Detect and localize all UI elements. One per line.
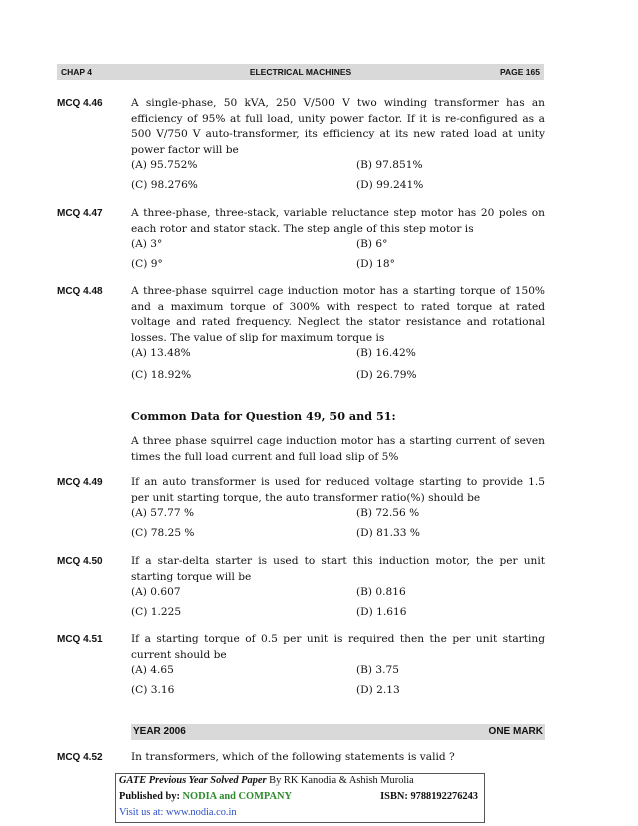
option-c: (C) 98.276% bbox=[131, 179, 198, 191]
option-d: (D) 18° bbox=[356, 258, 395, 270]
book-authors: By RK Kanodia & Ashish Murolia bbox=[266, 775, 414, 786]
footer-title-line bbox=[119, 775, 414, 786]
common-data-text: A three phase squirrel cage induction motor has a starting current of seven times the full load current and full load slip of 5% bbox=[131, 435, 545, 463]
chapter-label: CHAP 4 bbox=[61, 67, 93, 77]
publisher-footer bbox=[115, 773, 485, 823]
website-link[interactable]: Visit us at: www.nodia.co.in bbox=[119, 807, 237, 818]
option-b: (B) 97.851% bbox=[356, 159, 423, 171]
footer-publisher-line bbox=[119, 791, 481, 802]
option-a: (A) 3° bbox=[131, 238, 163, 250]
question-text: If a starting torque of 0.5 per unit is required then the per unit starting current should be bbox=[131, 633, 545, 661]
option-a: (A) 4.65 bbox=[131, 664, 174, 676]
question-number: MCQ 4.49 bbox=[57, 477, 103, 488]
question-number: MCQ 4.47 bbox=[57, 208, 103, 219]
question-text: A three-phase, three-stack, variable reluctance step motor has 20 poles on each rotor and stator stack. The step angle of this step motor is bbox=[131, 207, 545, 235]
question-text: A three-phase squirrel cage induction motor has a starting torque of 150% and a maximum torque of 300% with respect to rated torque at rated voltage and rated frequency. Neglect the stator resistance and rotational losses. The value of slip for maximum torque is bbox=[131, 285, 545, 344]
question-text: In transformers, which of the following statements is valid ? bbox=[131, 751, 455, 763]
question-number: MCQ 4.51 bbox=[57, 634, 103, 645]
question-number: MCQ 4.52 bbox=[57, 752, 103, 763]
page-number: PAGE 165 bbox=[499, 67, 540, 77]
option-b: (B) 72.56 % bbox=[356, 507, 420, 519]
year-section-bar bbox=[131, 724, 545, 740]
option-b: (B) 0.816 bbox=[356, 586, 406, 598]
option-d: (D) 81.33 % bbox=[356, 527, 420, 539]
published-label: Published by: bbox=[119, 791, 183, 802]
option-c: (C) 18.92% bbox=[131, 369, 192, 381]
marks-label: ONE MARK bbox=[488, 726, 543, 737]
question-number: MCQ 4.46 bbox=[57, 98, 103, 109]
question-text: If a star-delta starter is used to start this induction motor, the per unit starting torque will be bbox=[131, 555, 545, 583]
option-c: (C) 3.16 bbox=[131, 684, 175, 696]
book-title: GATE Previous Year Solved Paper bbox=[119, 775, 267, 786]
option-d: (D) 99.241% bbox=[356, 179, 424, 191]
question-number: MCQ 4.48 bbox=[57, 286, 103, 297]
option-c: (C) 9° bbox=[131, 258, 163, 270]
option-a: (A) 13.48% bbox=[131, 347, 191, 359]
option-d: (D) 2.13 bbox=[356, 684, 400, 696]
common-data-title: Common Data for Question 49, 50 and 51: bbox=[131, 409, 396, 423]
option-a: (A) 57.77 % bbox=[131, 507, 195, 519]
question-text: If an auto transformer is used for reduced voltage starting to provide 1.5 per unit starting torque, the auto transformer ratio(%) should be bbox=[131, 476, 545, 504]
subject-title: ELECTRICAL MACHINES bbox=[249, 67, 352, 77]
page-header bbox=[57, 64, 544, 80]
question-number: MCQ 4.50 bbox=[57, 556, 103, 567]
publisher-name: NODIA and COMPANY bbox=[182, 791, 293, 802]
option-d: (D) 1.616 bbox=[356, 606, 407, 618]
option-b: (B) 16.42% bbox=[356, 347, 416, 359]
option-b: (B) 3.75 bbox=[356, 664, 400, 676]
question-text: A single-phase, 50 kVA, 250 V/500 V two winding transformer has an efficiency of 95% at full load, unity power factor. If it is re-configured as a 500 V/750 V auto-transformer, its efficiency at its new rated load at unity power factor will be bbox=[131, 97, 545, 156]
option-b: (B) 6° bbox=[356, 238, 388, 250]
option-d: (D) 26.79% bbox=[356, 369, 417, 381]
isbn: ISBN: 9788192276243 bbox=[380, 791, 478, 802]
option-a: (A) 0.607 bbox=[131, 586, 181, 598]
option-c: (C) 1.225 bbox=[131, 606, 182, 618]
option-a: (A) 95.752% bbox=[131, 159, 198, 171]
year-label: YEAR 2006 bbox=[133, 726, 186, 737]
option-c: (C) 78.25 % bbox=[131, 527, 195, 539]
